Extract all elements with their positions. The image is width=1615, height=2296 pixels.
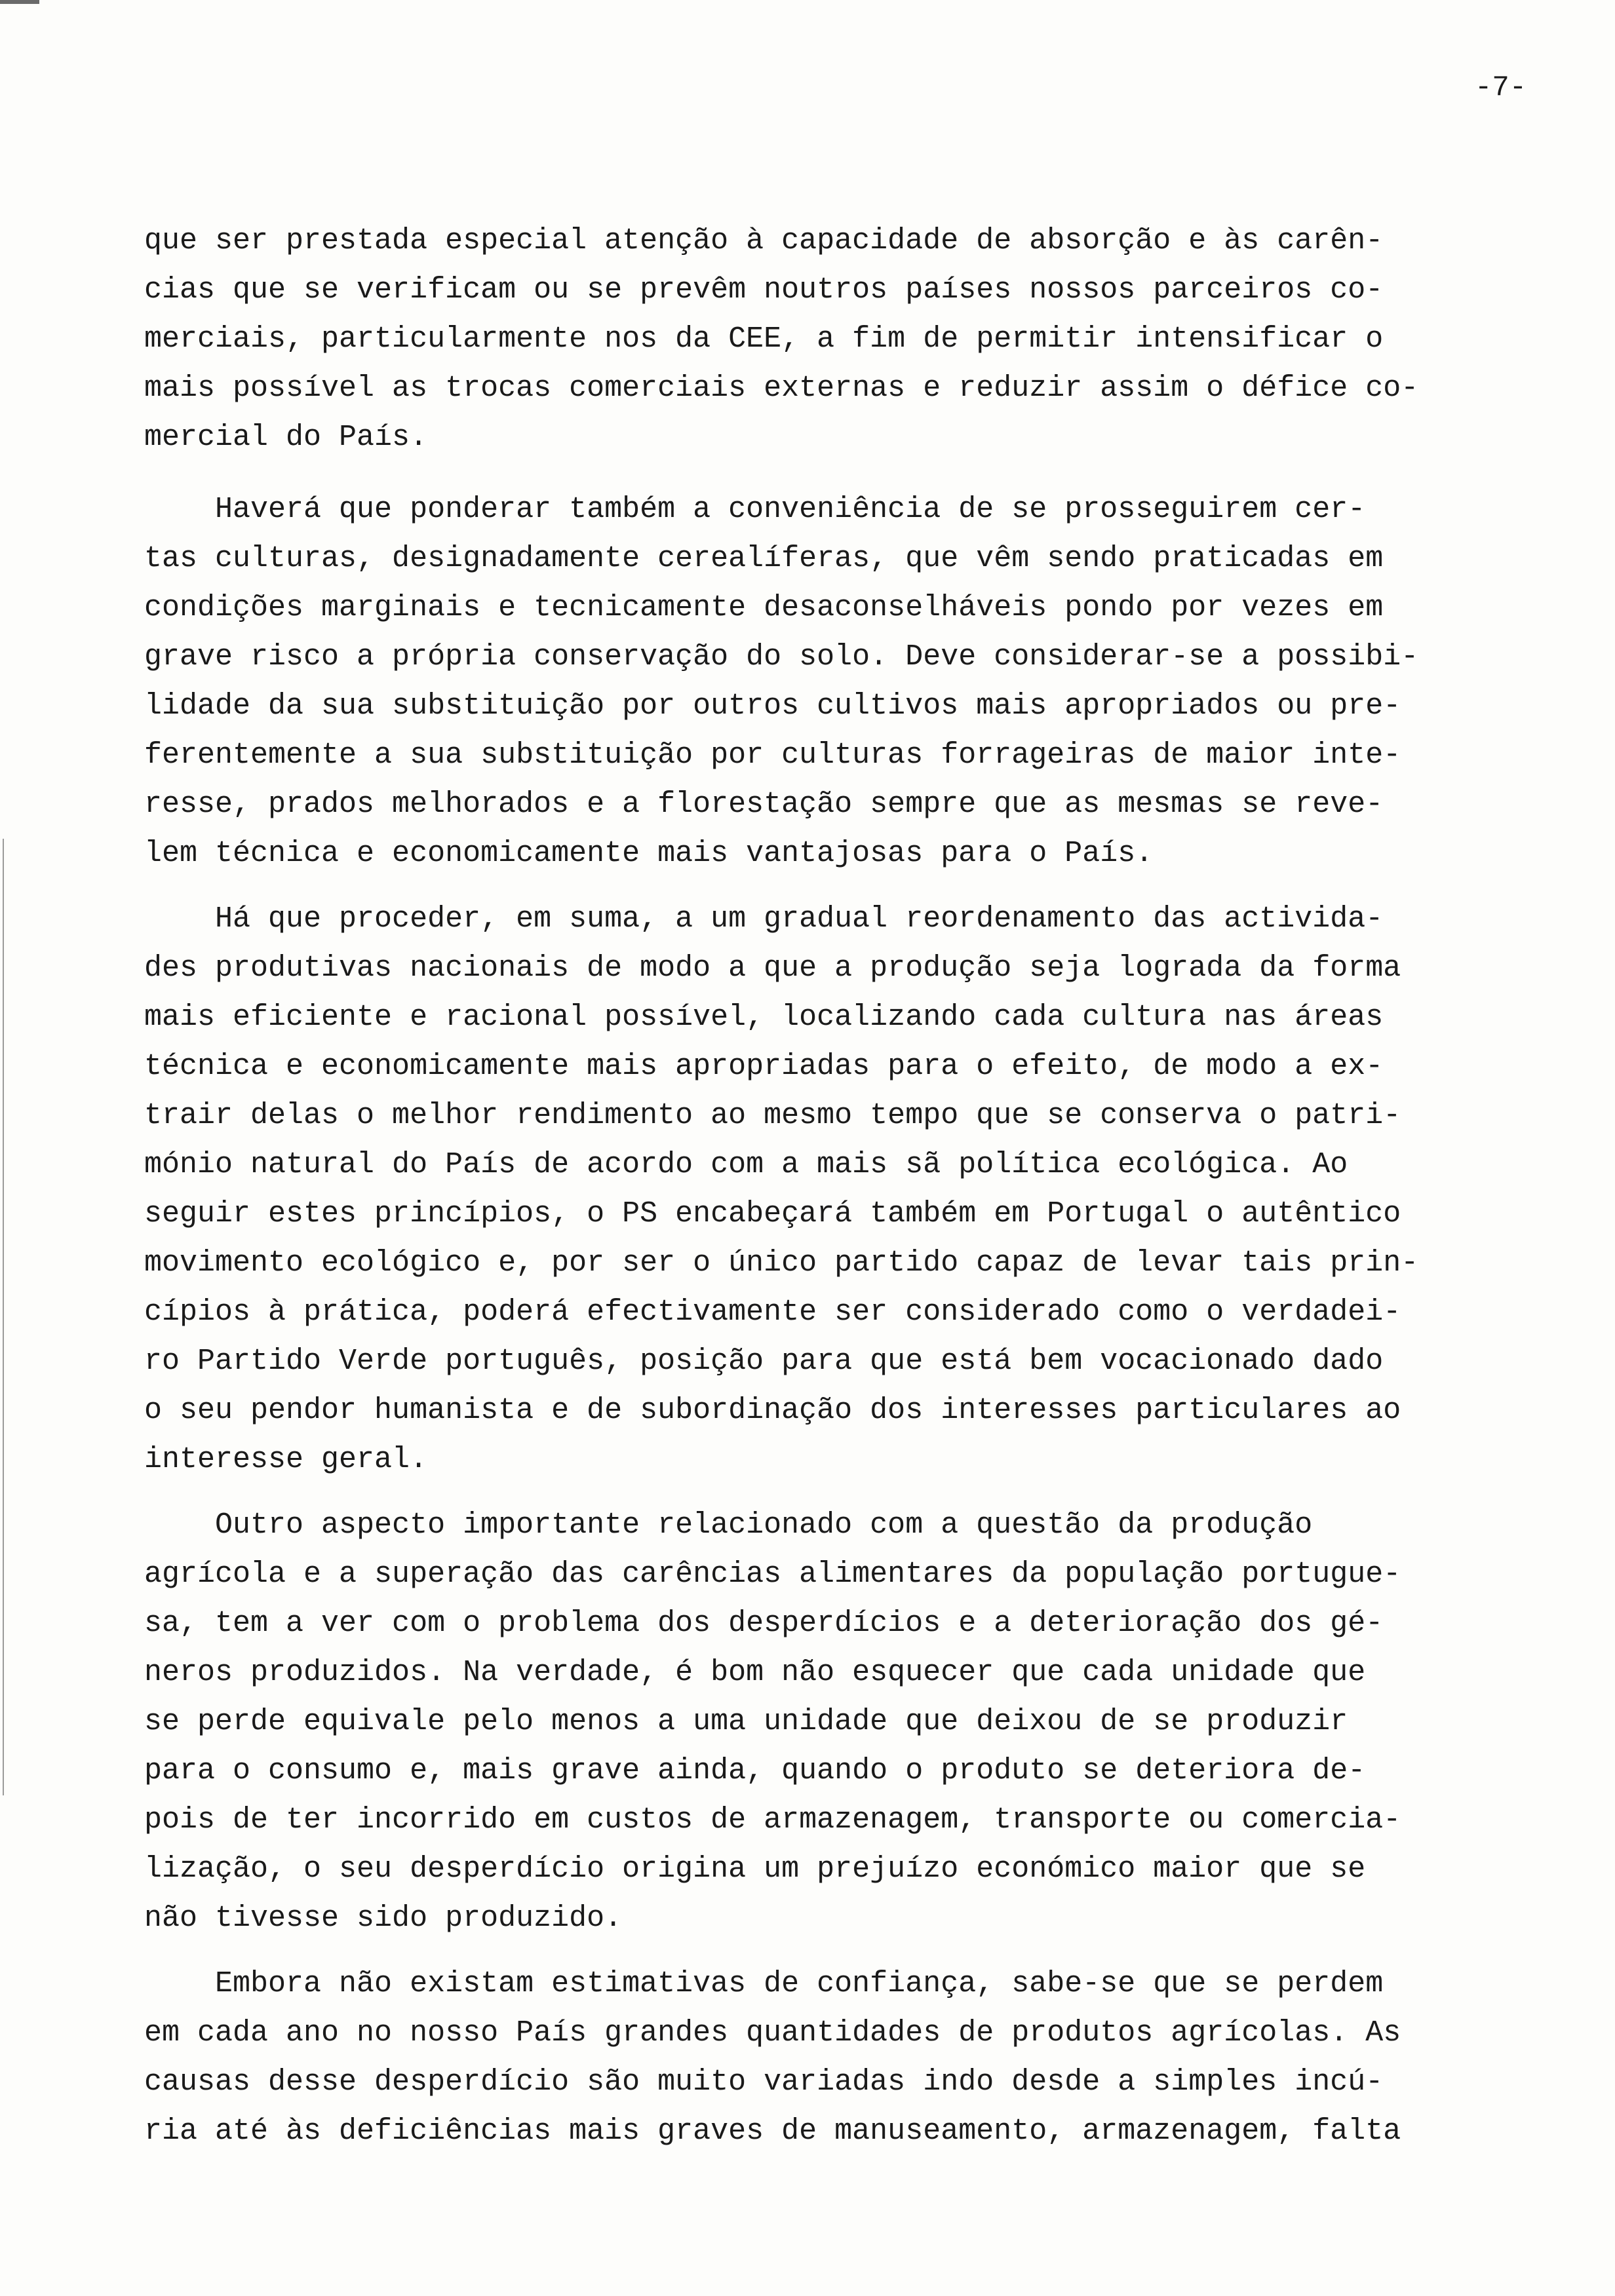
text-line: mercial do País. — [144, 421, 428, 454]
text-line: lização, o seu desperdício origina um prejuízo económico maior que se — [144, 1852, 1366, 1886]
text-line: sa, tem a ver com o problema dos desperdícios e a deterioração dos gé- — [144, 1607, 1384, 1640]
text-line: ferentemente a sua substituição por culturas forrageiras de maior inte- — [144, 738, 1401, 772]
text-line: ro Partido Verde português, posição para que está bem vocacionado dado — [144, 1345, 1384, 1378]
text-line: trair delas o melhor rendimento ao mesmo tempo que se conserva o patri- — [144, 1099, 1401, 1132]
text-line: em cada ano no nosso País grandes quantidades de produtos agrícolas. As — [144, 2016, 1401, 2050]
text-line: Há que proceder, em suma, a um gradual reordenamento das activida- — [144, 902, 1384, 936]
text-line: técnica e economicamente mais apropriadas para o efeito, de modo a ex- — [144, 1050, 1384, 1083]
text-line: condições marginais e tecnicamente desaconselháveis pondo por vezes em — [144, 591, 1384, 624]
text-line: não tivesse sido produzido. — [144, 1902, 623, 1935]
paragraph — [144, 485, 1418, 878]
text-line: Outro aspecto importante relacionado com a questão da produção — [144, 1508, 1313, 1542]
text-line: Embora não existam estimativas de confiança, sabe-se que se perdem — [144, 1967, 1384, 2000]
text-line: resse, prados melhorados e a florestação sempre que as mesmas se reve- — [144, 788, 1384, 821]
scan-margin-line — [3, 839, 4, 1795]
text-line: merciais, particularmente nos da CEE, a fim de permitir intensificar o — [144, 322, 1384, 356]
text-line: lidade da sua substituição por outros cultivos mais apropriados ou pre- — [144, 689, 1401, 723]
text-line: causas desse desperdício são muito variadas indo desde a simples incú- — [144, 2065, 1384, 2099]
text-line: tas culturas, designadamente cerealíferas, que vêm sendo praticadas em — [144, 542, 1384, 575]
text-line: lem técnica e economicamente mais vantajosas para o País. — [144, 837, 1154, 870]
paragraph — [144, 1501, 1401, 1943]
text-line: ria até às deficiências mais graves de manuseamento, armazenagem, falta — [144, 2114, 1401, 2148]
paragraph — [144, 216, 1418, 462]
text-line: Haverá que ponderar também a conveniência de se prosseguirem cer- — [144, 493, 1366, 526]
text-line: cias que se verificam ou se prevêm noutros países nossos parceiros co- — [144, 273, 1384, 307]
text-line: mais eficiente e racional possível, localizando cada cultura nas áreas — [144, 1001, 1384, 1034]
text-line: movimento ecológico e, por ser o único partido capaz de levar tais prin- — [144, 1246, 1419, 1280]
text-line: cípios à prática, poderá efectivamente ser considerado como o verdadei- — [144, 1295, 1401, 1329]
paragraph — [144, 894, 1418, 1484]
text-line: que ser prestada especial atenção à capacidade de absorção e às carên- — [144, 224, 1384, 258]
text-line: mais possível as trocas comerciais externas e reduzir assim o défice co- — [144, 372, 1419, 405]
text-line: pois de ter incorrido em custos de armazenagem, transporte ou comercia- — [144, 1803, 1401, 1837]
page-number: -7- — [1475, 71, 1527, 104]
text-line: para o consumo e, mais grave ainda, quando o produto se deteriora de- — [144, 1754, 1366, 1788]
text-line: grave risco a própria conservação do solo. Deve considerar-se a possibi- — [144, 640, 1419, 674]
text-line: o seu pendor humanista e de subordinação dos interesses particulares ao — [144, 1394, 1401, 1427]
text-line: seguir estes princípios, o PS encabeçará também em Portugal o autêntico — [144, 1197, 1401, 1231]
paragraph — [144, 1959, 1401, 2156]
text-line: agrícola e a superação das carências alimentares da população portugue- — [144, 1558, 1401, 1591]
text-line: interesse geral. — [144, 1443, 428, 1476]
text-line: neros produzidos. Na verdade, é bom não esquecer que cada unidade que — [144, 1656, 1366, 1689]
text-line: des produtivas nacionais de modo a que a produção seja lograda da forma — [144, 951, 1401, 985]
text-line: se perde equivale pelo menos a uma unidade que deixou de se produzir — [144, 1705, 1348, 1738]
text-line: mónio natural do País de acordo com a mais sã política ecológica. Ao — [144, 1148, 1348, 1181]
scan-corner-mark — [0, 0, 39, 4]
